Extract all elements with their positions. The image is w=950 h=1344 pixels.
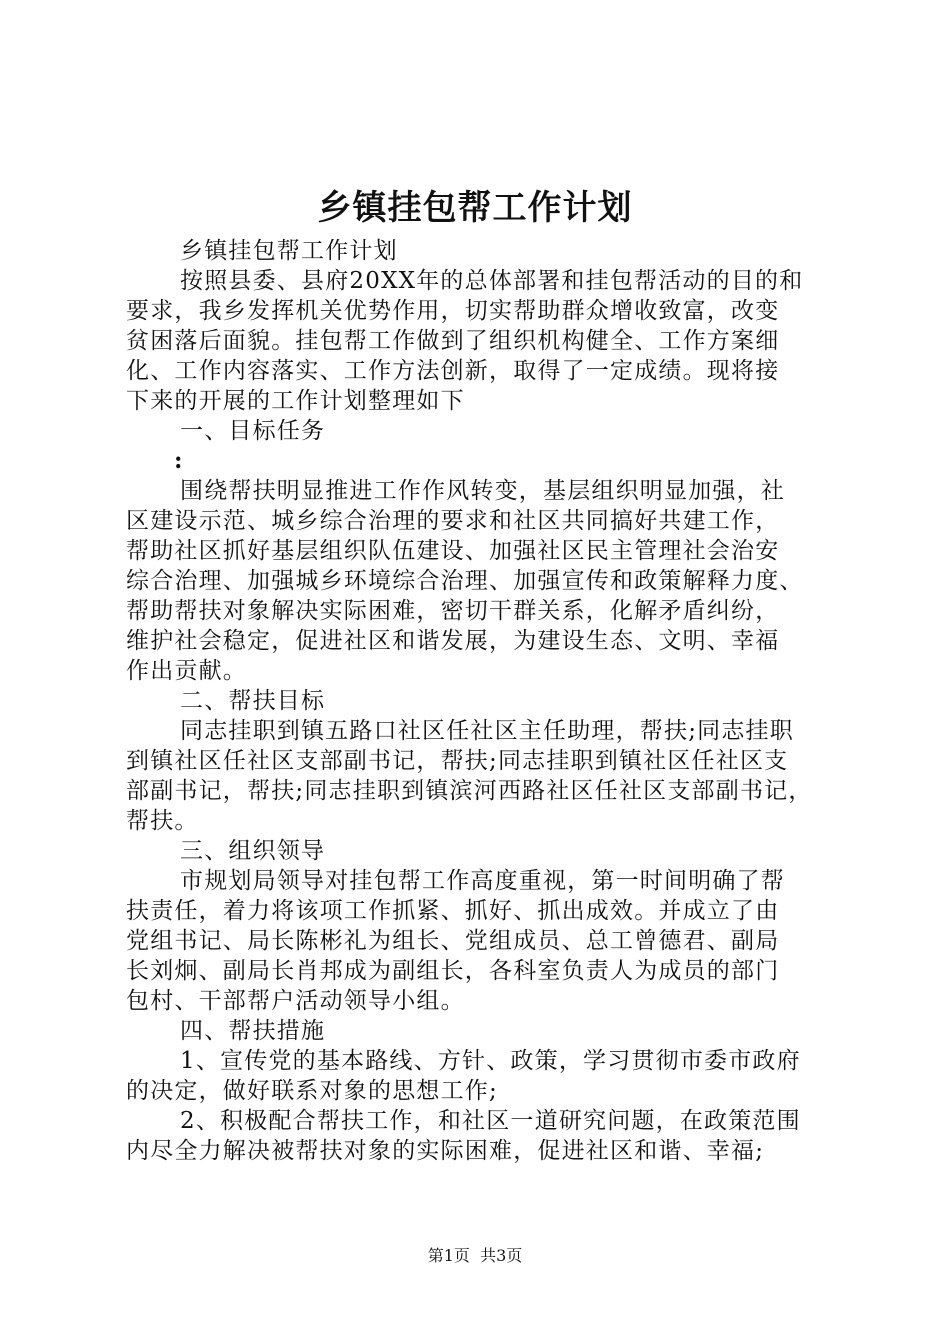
body-line: 要求，我乡发挥机关优势作用，切实帮助群众增收致富，改变 xyxy=(126,298,780,324)
body-line: 一、目标任务 xyxy=(180,418,326,444)
body-line: 扶责任，着力将该项工作抓紧、抓好、抓出成效。并成立了由 xyxy=(126,898,780,924)
body-line: 1、宣传党的基本路线、方针、政策，学习贯彻市委市政府 xyxy=(180,1048,801,1074)
body-line: 围绕帮扶明显推进工作作风转变，基层组织明显加强，社 xyxy=(180,478,785,504)
body-line: 区建设示范、城乡综合治理的要求和社区共同搞好共建工作， xyxy=(126,508,780,534)
body-line: 2、积极配合帮扶工作，和社区一道研究问题，在政策范围 xyxy=(180,1108,801,1134)
document-title: 乡镇挂包帮工作计划 xyxy=(317,188,633,228)
body-line: 二、帮扶目标 xyxy=(180,688,326,714)
document-body xyxy=(126,236,836,1166)
body-line: 下来的开展的工作计划整理如下 xyxy=(126,388,465,414)
body-line: 长刘炯、副局长肖邦成为副组长，各科室负责人为成员的部门 xyxy=(126,958,780,984)
body-line: 同志挂职到镇五路口社区任社区主任助理，帮扶;同志挂职 xyxy=(180,718,794,744)
body-line: 帮扶。 xyxy=(126,808,199,834)
page-footer: 第1页 共3页 xyxy=(427,1246,523,1265)
body-line: 作出贡献。 xyxy=(126,658,247,684)
body-line: 党组书记、局长陈彬礼为组长、党组成员、总工曾德君、副局 xyxy=(126,928,780,954)
body-line: 贫困落后面貌。挂包帮工作做到了组织机构健全、工作方案细 xyxy=(126,328,780,354)
body-line: 三、组织领导 xyxy=(180,838,326,864)
body-line: 包村、干部帮户活动领导小组。 xyxy=(126,988,465,1014)
body-line: 部副书记，帮扶;同志挂职到镇滨河西路社区任社区支部副书记， xyxy=(126,778,813,804)
body-line: 到镇社区任社区支部副书记，帮扶;同志挂职到镇社区任社区支 xyxy=(126,748,789,774)
body-line: 按照县委、县府20XX年的总体部署和挂包帮活动的目的和 xyxy=(180,268,804,294)
body-line: 四、帮扶措施 xyxy=(180,1018,326,1044)
body-line: 的决定，做好联系对象的思想工作; xyxy=(126,1078,498,1104)
body-line: 维护社会稳定，促进社区和谐发展，为建设生态、文明、幸福 xyxy=(126,628,780,654)
body-line: 化、工作内容落实、工作方法创新，取得了一定成绩。现将接 xyxy=(126,358,780,384)
body-line: 帮助帮扶对象解决实际困难，密切干群关系，化解矛盾纠纷， xyxy=(126,598,780,624)
body-line: 综合治理、加强城乡环境综合治理、加强宣传和政策解释力度、 xyxy=(126,568,804,594)
body-line: 内尽全力解决被帮扶对象的实际困难，促进社区和谐、幸福; xyxy=(126,1138,765,1164)
body-line: 市规划局领导对挂包帮工作高度重视，第一时间明确了帮 xyxy=(180,868,785,894)
body-line: 帮助社区抓好基层组织队伍建设、加强社区民主管理社会治安 xyxy=(126,538,780,564)
body-line: : xyxy=(174,447,184,474)
body-line: 乡镇挂包帮工作计划 xyxy=(180,238,398,264)
